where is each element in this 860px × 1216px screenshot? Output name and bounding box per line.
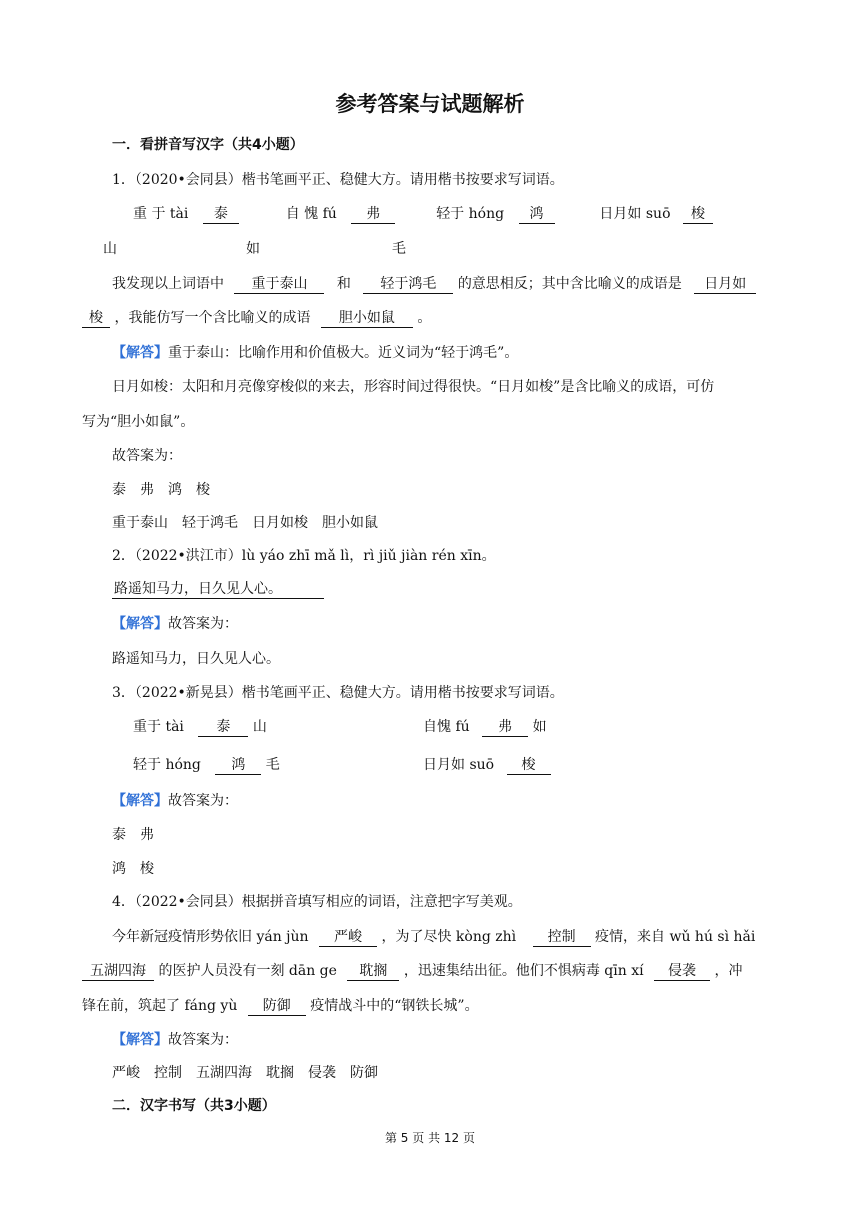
- q1-item-a-prompt: 重 于 tài: [133, 206, 189, 222]
- q3-item-b: [423, 717, 547, 737]
- section-heading-1: 一．看拼音写汉字（共4小题）: [112, 137, 304, 153]
- answer-tag: 【解答】: [112, 616, 168, 632]
- q4-answer-1: 严峻: [319, 928, 377, 947]
- q3-item-b-suffix: 如: [532, 719, 547, 735]
- footer-total-pages: 12: [443, 1131, 460, 1145]
- q4-explanation: [112, 1030, 238, 1050]
- q3-answer-label: 故答案为：: [168, 793, 238, 809]
- q3-item-d-prompt: 日月如 suō: [423, 757, 495, 773]
- q3-item-c-suffix: 毛: [265, 757, 280, 773]
- q1-item-b-suffix: 如: [246, 241, 260, 257]
- q4-answer-2: 控制: [533, 928, 591, 947]
- section-heading-2: 二．汉字书写（共3小题）: [112, 1098, 276, 1114]
- q4-answer-6: 防御: [248, 997, 306, 1016]
- q4-text: ，迅速集结出征。他们不惧病毒 qīn xí: [403, 963, 644, 979]
- q1-exp-text: 重于泰山：比喻作用和价值极大。近义词为“轻于鸿毛”。: [168, 345, 519, 361]
- q1-item-c-answer: 鸿: [519, 205, 555, 224]
- q1-explanation-1: [112, 343, 518, 363]
- q4-answer-label: 故答案为：: [168, 1032, 238, 1048]
- page-footer: [0, 1129, 860, 1146]
- q4-text: 今年新冠疫情形势依旧 yán jùn: [112, 929, 309, 945]
- q2-explanation: [112, 614, 238, 634]
- q1-item-d-prompt: 日月如 suō: [599, 206, 671, 222]
- q4-text: ，冲: [714, 963, 743, 979]
- q1-item-b-prompt: 自 愧 fú: [285, 206, 337, 222]
- q3-answers-row-2: 鸿 梭: [112, 861, 154, 877]
- q3-item-c-prompt: 轻于 hóng: [133, 757, 201, 773]
- q1-item-c-prompt: 轻于 hóng: [436, 206, 505, 222]
- q1-explanation-2: 日月如梭：太阳和月亮像穿梭似的来去，形容时间过得很快。“日月如梭”是含比喻义的成语，可仿: [112, 379, 715, 395]
- q1-item-a-suffix: 山: [103, 241, 117, 257]
- q3-item-b-prompt: 自愧 fú: [423, 719, 470, 735]
- q1-pinyin-row: [133, 204, 713, 224]
- q1-item-b-answer: 弗: [351, 205, 395, 224]
- q3-item-a-answer: 泰: [198, 718, 248, 737]
- q2-answer-line: [112, 579, 324, 599]
- q1-text: 和: [336, 276, 351, 292]
- q4-text: 锋在前，筑起了 fáng yù: [82, 998, 238, 1014]
- footer-text: 第: [384, 1131, 397, 1145]
- q4-answer-5: 侵袭: [654, 962, 710, 981]
- q4-text: 疫情，来自 wǔ hú sì hǎi: [595, 929, 756, 945]
- q3-item-a-suffix: 山: [252, 719, 267, 735]
- q3-item-a-prompt: 重于 tài: [133, 719, 184, 735]
- q3-explanation: [112, 791, 238, 811]
- page-title: 参考答案与试题解析: [335, 92, 525, 116]
- q1-answers-row-1: 泰 弗 鸿 梭: [112, 482, 210, 498]
- q3-item-a: [133, 717, 267, 737]
- q1-answer-3: 日月如: [694, 275, 756, 294]
- q1-text: 。: [417, 310, 432, 326]
- q4-text: 疫情战斗中的“钢铁长城”。: [310, 998, 479, 1014]
- q4-line-2: [82, 961, 742, 981]
- q4-answer-4: 耽搁: [347, 962, 399, 981]
- q2-answer: 路遥知马力，日久见人心。: [112, 580, 324, 599]
- footer-text: 页 共: [412, 1131, 441, 1145]
- q3-item-b-answer: 弗: [482, 718, 528, 737]
- q4-line-3: [82, 996, 479, 1016]
- answer-tag: 【解答】: [112, 1032, 168, 1048]
- q2-answers: 路遥知马力，日久见人心。: [112, 651, 280, 667]
- q1-answers-row-2: 重于泰山 轻于鸿毛 日月如梭 胆小如鼠: [112, 515, 378, 531]
- q1-answer-3-end: 梭: [82, 309, 110, 328]
- q4-answer-3: 五湖四海: [82, 962, 154, 981]
- q3-heading: 3．（2022•新晃县）楷书笔画平正、稳健大方。请用楷书按要求写词语。: [112, 685, 564, 701]
- q1-fill-line-2: [82, 308, 431, 328]
- q1-fill-line-1: [112, 274, 756, 294]
- q1-answer-2: 轻于鸿毛: [363, 275, 453, 294]
- q3-item-d: [423, 755, 551, 775]
- q1-answer-1: 重于泰山: [234, 275, 324, 294]
- q4-line-1: [112, 927, 755, 947]
- q3-item-c: [133, 755, 280, 775]
- footer-text: 页: [463, 1131, 476, 1145]
- answer-tag: 【解答】: [112, 793, 168, 809]
- q1-text: 的意思相反；其中含比喻义的成语是: [457, 276, 682, 292]
- q1-answer-label: 故答案为：: [112, 448, 182, 464]
- q1-text: ，我能仿写一个含比喻义的成语: [114, 310, 311, 326]
- q4-text: 的医护人员没有一刻 dān ge: [158, 963, 337, 979]
- q3-item-d-answer: 梭: [507, 756, 551, 775]
- q1-answer-4: 胆小如鼠: [321, 309, 413, 328]
- q4-text: ，为了尽快 kòng zhì: [381, 929, 517, 945]
- q4-answers: 严峻 控制 五湖四海 耽搁 侵袭 防御: [112, 1065, 378, 1081]
- q1-item-c-suffix: 毛: [392, 241, 406, 257]
- q1-explanation-3: 写为“胆小如鼠”。: [82, 414, 195, 430]
- answer-tag: 【解答】: [112, 345, 168, 361]
- q1-item-d-answer: 梭: [683, 205, 713, 224]
- q3-item-c-answer: 鸿: [215, 756, 261, 775]
- q1-text: 我发现以上词语中: [112, 276, 224, 292]
- q3-answers-row-1: 泰 弗: [112, 827, 154, 843]
- q1-heading: 1．（2020•会同县）楷书笔画平正、稳健大方。请用楷书按要求写词语。: [112, 172, 564, 188]
- q4-heading: 4．（2022•会同县）根据拼音填写相应的词语，注意把字写美观。: [112, 894, 522, 910]
- footer-page-number: 5: [400, 1131, 409, 1145]
- q1-item-a-answer: 泰: [203, 205, 239, 224]
- q2-answer-label: 故答案为：: [168, 616, 238, 632]
- q2-heading: 2．（2022•洪江市）lù yáo zhī mǎ lì，rì jiǔ jiàn rén xīn。: [112, 548, 496, 564]
